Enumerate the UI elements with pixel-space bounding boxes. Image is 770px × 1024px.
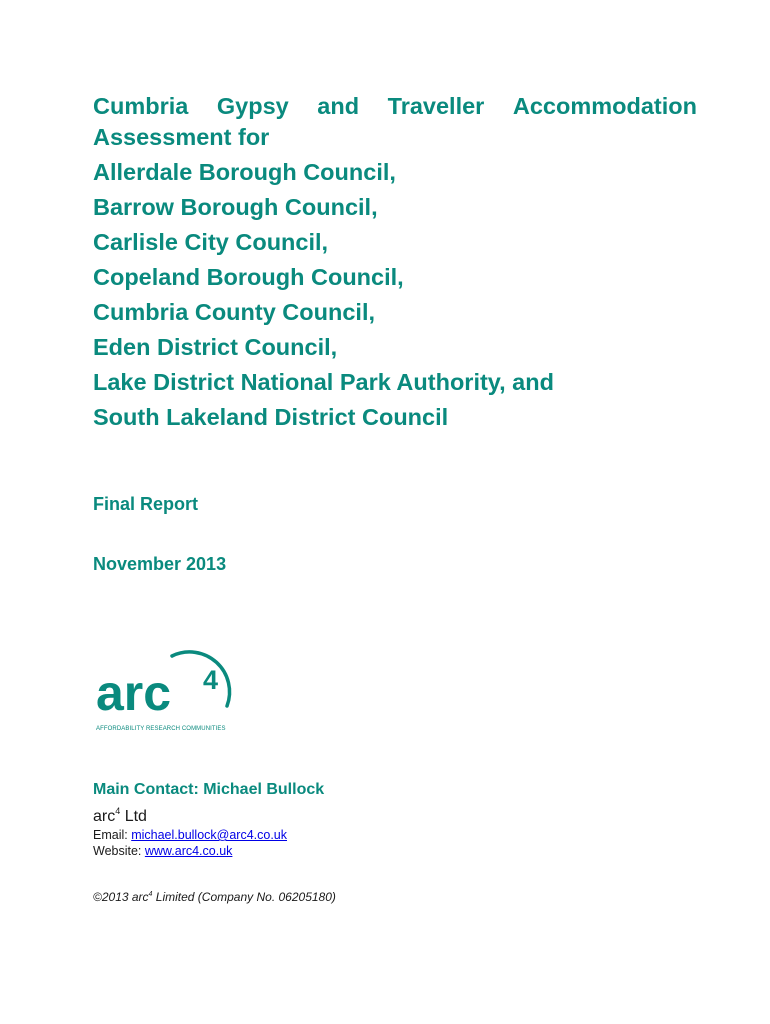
website-link[interactable]: www.arc4.co.uk (144, 844, 233, 858)
company-name-text: arc (93, 808, 116, 825)
website-line (93, 844, 232, 858)
copyright-notice (93, 890, 336, 904)
email-line (93, 828, 287, 842)
council-eden: Eden District Council, (93, 334, 338, 360)
arc4-logo-graphic (92, 644, 252, 726)
council-copeland: Copeland Borough Council, (93, 264, 404, 290)
company-name-suffix: Ltd (120, 808, 147, 825)
logo-superscript: 4 (203, 665, 219, 695)
report-date: November 2013 (93, 554, 227, 574)
council-lake-district: Lake District National Park Authority, and (93, 369, 554, 395)
council-allerdale: Allerdale Borough Council, (93, 159, 396, 185)
logo-text: arc (96, 665, 172, 721)
report-type: Final Report (93, 494, 199, 514)
council-south-lakeland: South Lakeland District Council (93, 404, 449, 430)
council-carlisle: Carlisle City Council, (93, 229, 329, 255)
arc4-logo (92, 644, 252, 739)
email-label: Email: (93, 828, 132, 842)
title-word: and (317, 93, 360, 119)
main-contact-heading: Main Contact: Michael Bullock (93, 781, 325, 798)
title-word: Accommodation (512, 93, 697, 119)
copyright-prefix: ©2013 arc (93, 890, 149, 904)
title-line-2: Assessment for (93, 124, 270, 150)
copyright-sup: 4 (148, 891, 153, 898)
council-barrow: Barrow Borough Council, (93, 194, 378, 220)
council-cumbria-county: Cumbria County Council, (93, 299, 375, 325)
title-line-1 (93, 92, 697, 120)
title-word: Traveller (387, 93, 485, 119)
company-name-sup: 4 (115, 806, 121, 816)
title-word: Cumbria (93, 93, 189, 119)
email-link[interactable]: michael.bullock@arc4.co.uk (131, 828, 288, 842)
website-label: Website: (93, 844, 145, 858)
copyright-suffix: Limited (Company No. 06205180) (152, 890, 336, 904)
document-title (93, 92, 699, 435)
logo-arc-swoosh (172, 652, 230, 706)
logo-tagline: AFFORDABILITY RESEARCH COMMUNITIES (96, 726, 226, 732)
title-word: Gypsy (216, 93, 289, 119)
company-name (93, 806, 147, 826)
